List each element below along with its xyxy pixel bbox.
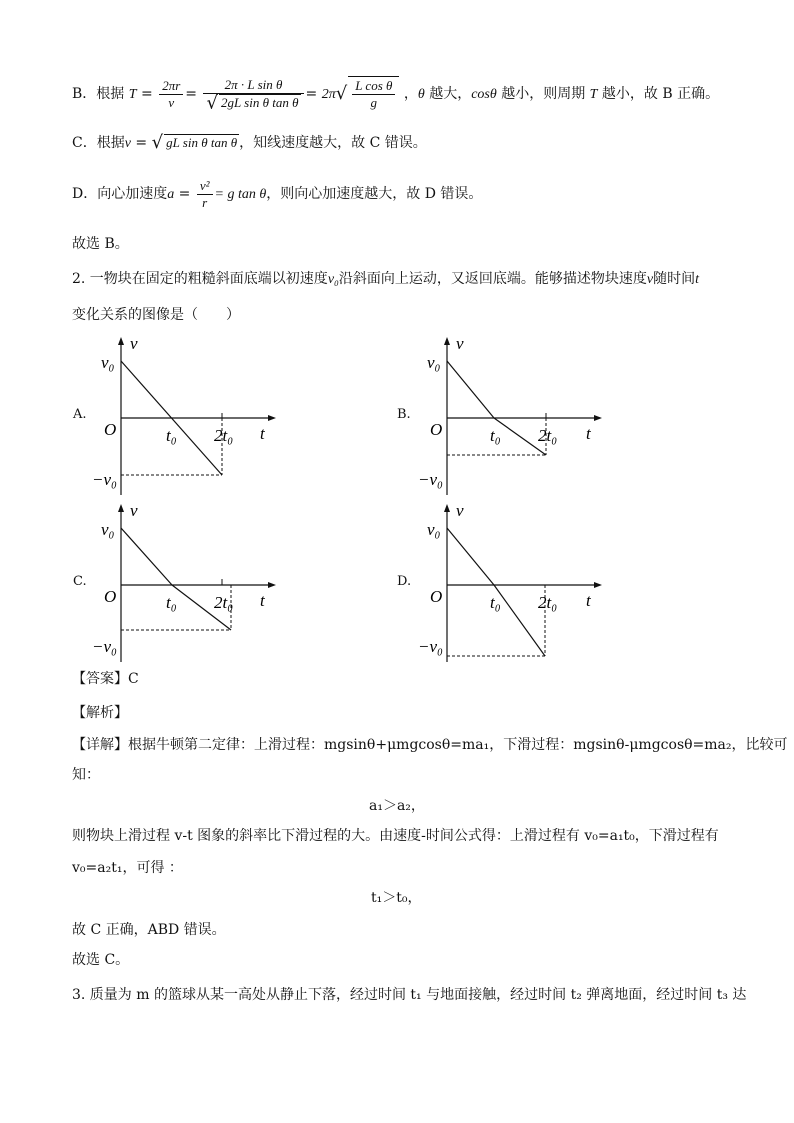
2t0-label: 2t₀ — [538, 593, 558, 612]
detail-line-5: 故 C 正确，ABD 错误。 — [72, 922, 226, 938]
fraction: $\frac{\text{2π · L sin θ}}{\text{√ 2gL sin θ tan θ}}$ — [203, 77, 303, 112]
neg-v0-label: −v₀ — [92, 470, 117, 489]
solution-line-b: B．根据 T = $\frac{2\pi r}{v}$ = $\frac{\text{2π · L sin θ}}{\text{√ 2gL sin θ tan θ}}$ = 2π√ $\frac{\text{L cos θ}}{g}$ ，θ 越大，cosθ 越小，则周期 T 越小，故 B 正确。 — [72, 76, 720, 113]
t-axis-label: t — [260, 591, 265, 610]
graph-option-d — [416, 502, 616, 662]
option-a-label: A. — [73, 407, 87, 422]
analysis-heading: 【解析】 — [72, 705, 128, 721]
origin-label: O — [104, 587, 117, 606]
t-axis-label: t — [260, 424, 265, 443]
graph-option-c — [90, 502, 290, 662]
option-c-label: C. — [73, 574, 87, 589]
v-axis-label: v — [130, 501, 138, 520]
2t0-label: 2t₀ — [214, 426, 234, 445]
neg-v0-label: −v₀ — [92, 637, 117, 656]
origin-label: O — [430, 420, 443, 439]
v0-label: v₀ — [101, 520, 115, 539]
option-d-label: D. — [397, 574, 412, 589]
t-axis-label: t — [586, 591, 591, 610]
question-2-line-1: 2. 一物块在固定的粗糙斜面底端以初速度v₀沿斜面向上运动，又返回底端。能够描述物块速度v随时间t — [72, 271, 700, 287]
question-3-line: 3. 质量为 m 的篮球从某一高处从静止下落，经过时间 t₁ 与地面接触，经过时间 t₂ 弹离地面，经过时间 t₃ 达 — [72, 987, 747, 1003]
question-2-line-2: 变化关系的图像是（ ） — [72, 307, 240, 323]
equation-a1-a2: a₁＞a₂， — [369, 798, 425, 814]
2t0-label: 2t₀ — [538, 426, 558, 445]
t-axis-label: t — [586, 424, 591, 443]
2t0-label: 2t₀ — [214, 593, 234, 612]
fraction: $\frac{2\pi r}{v}$ — [159, 78, 183, 111]
detail-line-4: v₀=a₂t₁，可得 ： — [72, 860, 183, 876]
solution-line-c: C．根据v = √ gL sin θ tan θ ，知线速度越大，故 C 错误。 — [72, 132, 427, 153]
v0-label: v₀ — [427, 520, 441, 539]
graph-option-b — [416, 335, 616, 495]
answer-line: 【答案】C — [72, 671, 139, 687]
t0-label: t₀ — [490, 426, 501, 445]
detail-line-3: 则物块上滑过程 v-t 图象的斜率比下滑过程的大。由速度-时间公式得：上滑过程有 v₀=a₁t₀，下滑过程有 — [72, 828, 719, 844]
v0-label: v₀ — [427, 353, 441, 372]
solution-line-d: D．向心加速度a = $\frac{\text{v²}}{r}$ = g tan θ，则向心加速度越大，故 D 错误。 — [72, 177, 483, 210]
detail-line-2: 知： — [72, 767, 100, 783]
option-b-label: B. — [397, 407, 411, 422]
neg-v0-label: −v₀ — [418, 470, 443, 489]
origin-label: O — [104, 420, 117, 439]
v0-label: v₀ — [101, 353, 115, 372]
t0-label: t₀ — [166, 593, 177, 612]
v-axis-label: v — [456, 334, 464, 353]
equation-t1-t0: t₁＞t₀， — [371, 890, 422, 906]
neg-v0-label: −v₀ — [418, 637, 443, 656]
origin-label: O — [430, 587, 443, 606]
t0-label: t₀ — [166, 426, 177, 445]
graph-option-a — [90, 335, 290, 495]
v-axis-label: v — [456, 501, 464, 520]
choose-b: 故选 B。 — [72, 236, 129, 252]
detail-line-1: 【详解】根据牛顿第二定律：上滑过程：mgsinθ+μmgcosθ=ma₁，下滑过程：mgsinθ-μmgcosθ=ma₂，比较可 — [72, 737, 788, 753]
choose-c: 故选 C。 — [72, 952, 130, 968]
v-axis-label: v — [130, 334, 138, 353]
t0-label: t₀ — [490, 593, 501, 612]
